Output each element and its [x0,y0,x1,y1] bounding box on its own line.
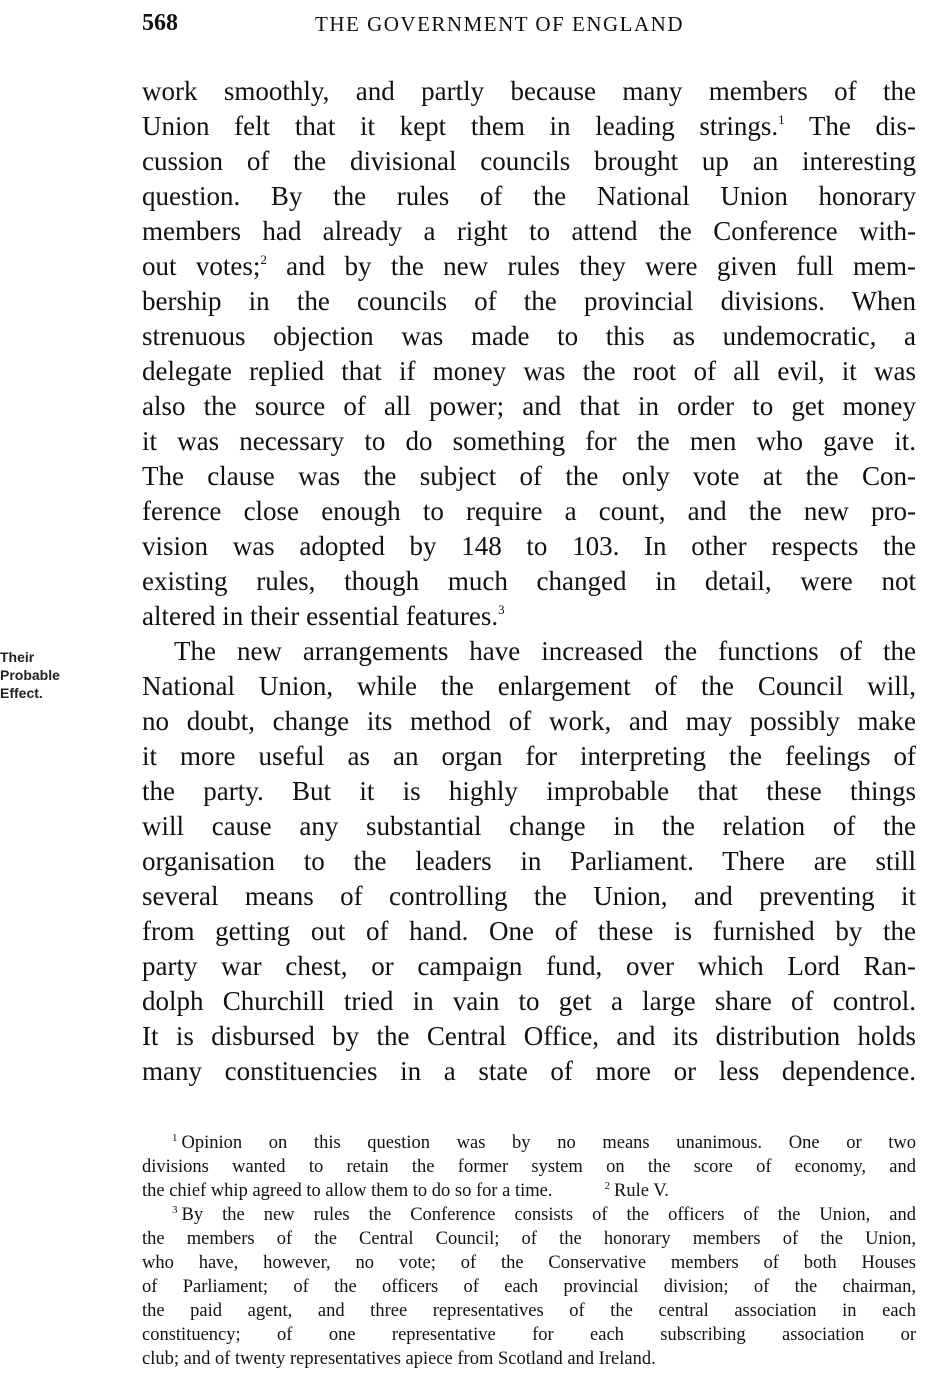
footnote-line [142,1131,916,1155]
body-line: bership in the councils of the provincial divisions. When [142,286,916,316]
footnote-ref: 1 [778,112,785,127]
footnote-line: divisions wanted to retain the former system on the score of economy, and [142,1157,916,1177]
body-line: dolph Churchill tried in vain to get a large share of control. [142,986,916,1016]
body-line [142,249,916,284]
footnote-text: Rule V. [613,1181,669,1201]
page-number: 568 [142,10,178,36]
footnote-line [142,1179,916,1203]
body-line: ference close enough to require a count, and the new pro- [142,496,916,526]
running-head: THE GOVERNMENT OF ENGLAND [315,12,685,36]
body-line-text: out votes; [142,251,261,281]
paragraph-start-line: The new arrangements have increased the functions of the [174,636,916,666]
footnote-2 [604,1181,668,1201]
body-text [142,74,916,1089]
body-line: delegate replied that if money was the root of all evil, it was [142,356,916,386]
footnote-line: club; and of twenty representatives apiece from Scotland and Ireland. [142,1349,656,1369]
body-line: the party. But it is highly improbable that these things [142,776,916,806]
margin-note-line: Their [0,649,35,665]
body-line: no doubt, change its method of work, and may possibly make [142,706,916,736]
body-line: cussion of the divisional councils brought up an interesting [142,146,916,176]
body-line: several means of controlling the Union, and preventing it [142,881,916,911]
body-line: also the source of all power; and that in order to get money [142,391,916,421]
body-line: It is disbursed by the Central Office, and its distribution holds [142,1021,916,1051]
footnote-text: Opinion on this question was by no means unanimous. One or two [181,1133,916,1153]
margin-note-line: Probable [0,667,60,683]
footnote-ref: 3 [498,602,505,617]
body-line: members had already a right to attend the Conference with- [142,216,916,246]
body-line: work smoothly, and partly because many members of the [142,76,916,106]
body-line: question. By the rules of the National Union honorary [142,181,916,211]
footnote-mark: 1 [172,1132,178,1144]
body-line: vision was adopted by 148 to 103. In other respects the [142,531,916,561]
body-line [142,109,916,144]
body-line: existing rules, though much changed in detail, were not [142,566,916,596]
body-line-text: Union felt that it kept them in leading strings. [142,111,779,141]
margin-note [0,648,110,702]
footnote-text: By the new rules the Conference consists of the officers of the Union, and [181,1205,916,1225]
body-line: many constituencies in a state of more or less dependence. [142,1056,916,1086]
footnote-line [142,1203,916,1227]
body-line: it more useful as an organ for interpreting the feelings of [142,741,916,771]
body-line: party war chest, or campaign fund, over which Lord Ran- [142,951,916,981]
body-line: The clause was the subject of the only vote at the Con- [142,461,916,491]
footnote-line: the members of the Central Council; of the honorary members of the Union, [142,1229,916,1249]
body-line: from getting out of hand. One of these is furnished by the [142,916,916,946]
footnote-text: the chief whip agreed to allow them to do so for a time. [142,1181,553,1201]
body-line: National Union, while the enlargement of the Council will, [142,671,916,701]
footnote-line: of Parliament; of the officers of each provincial division; of the chairman, [142,1277,916,1297]
footnotes [142,1131,916,1371]
body-line-text: and by the new rules they were given full mem- [286,251,916,281]
body-line: will cause any substantial change in the relation of the [142,811,916,841]
body-line [142,599,916,634]
body-line: it was necessary to do something for the men who gave it. [142,426,916,456]
footnote-ref: 2 [260,252,267,267]
footnote-mark: 3 [172,1204,178,1216]
margin-note-line: Effect. [0,685,43,701]
body-line: organisation to the leaders in Parliament. There are still [142,846,916,876]
body-line-text: altered in their essential features. [142,601,499,631]
footnote-line: constituency; of one representative for each subscribing association or [142,1325,916,1345]
footnote-mark: 2 [604,1180,610,1192]
body-line-text: The dis- [808,111,917,141]
body-line: strenuous objection was made to this as undemocratic, a [142,321,916,351]
footnote-line: the paid agent, and three representatives of the central association in each [142,1301,916,1321]
footnote-line: who have, however, no vote; of the Conservative members of both Houses [142,1253,916,1273]
